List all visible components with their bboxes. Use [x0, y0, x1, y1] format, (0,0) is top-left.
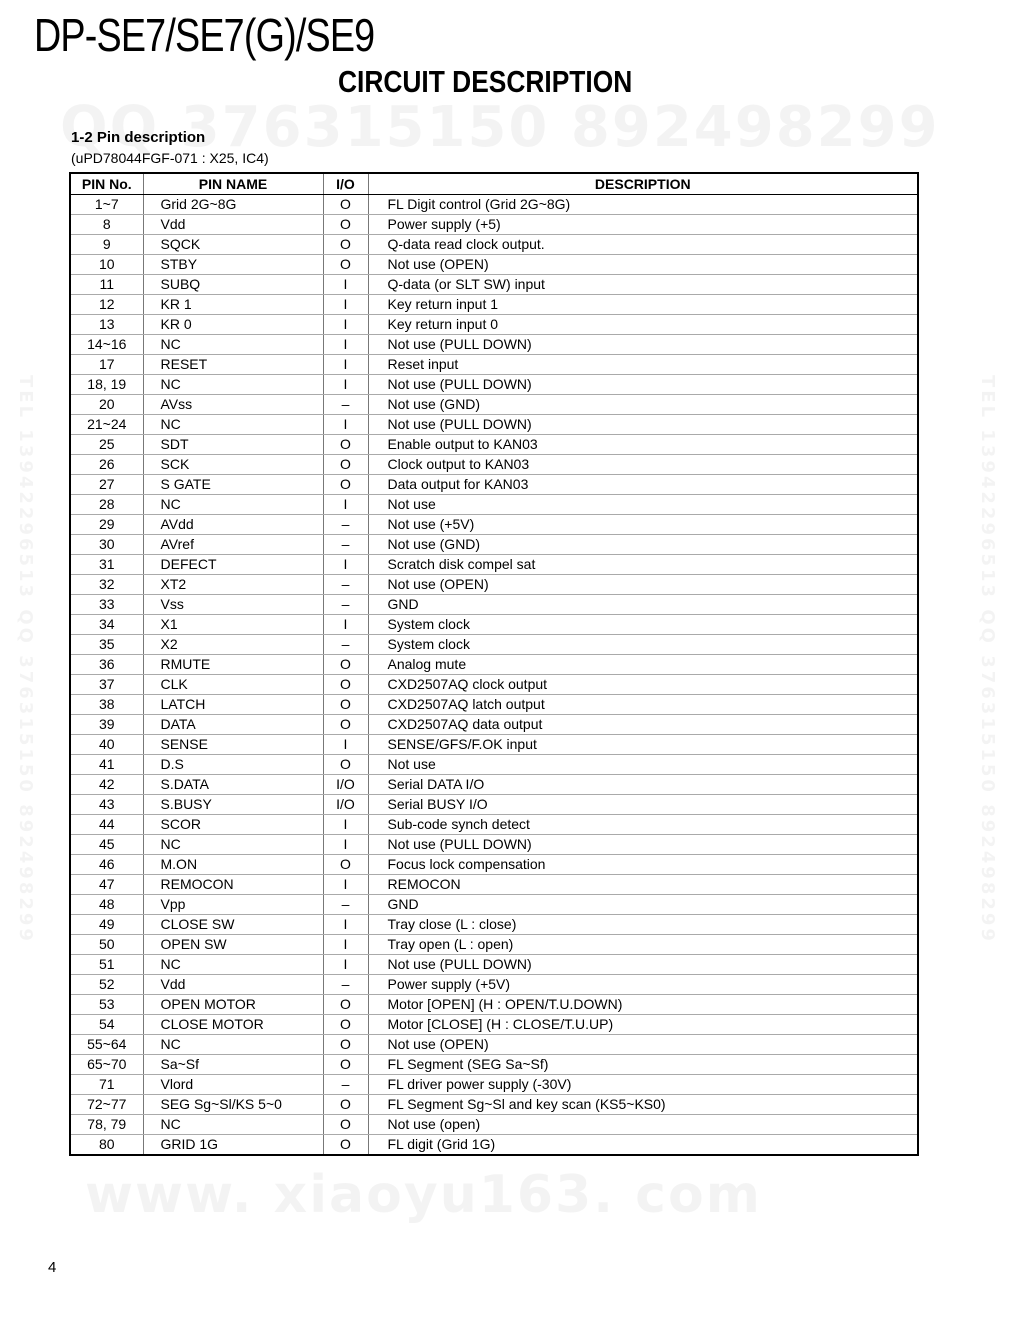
- pin-name-cell: AVref: [143, 535, 323, 555]
- pin-description-cell: CXD2507AQ data output: [368, 715, 918, 735]
- table-row: [70, 295, 918, 315]
- pin-io-cell: O: [323, 755, 368, 775]
- table-row: [70, 615, 918, 635]
- pin-description-cell: Motor [CLOSE] (H : CLOSE/T.U.UP): [368, 1015, 918, 1035]
- pin-name-cell: X1: [143, 615, 323, 635]
- watermark-right: [977, 375, 998, 944]
- table-row: [70, 855, 918, 875]
- pin-number-cell: 38: [70, 695, 143, 715]
- pin-name-cell: AVss: [143, 395, 323, 415]
- table-row: [70, 915, 918, 935]
- pin-io-cell: O: [323, 675, 368, 695]
- table-row: [70, 1115, 918, 1135]
- pin-io-cell: I/O: [323, 775, 368, 795]
- pin-name-cell: Vdd: [143, 215, 323, 235]
- pin-number-cell: 14~16: [70, 335, 143, 355]
- pin-name-cell: Grid 2G~8G: [143, 195, 323, 215]
- pin-number-cell: 48: [70, 895, 143, 915]
- table-row: [70, 955, 918, 975]
- pin-io-cell: I: [323, 935, 368, 955]
- pin-name-cell: X2: [143, 635, 323, 655]
- pin-io-cell: O: [323, 695, 368, 715]
- pin-io-cell: I: [323, 735, 368, 755]
- pin-name-cell: Vpp: [143, 895, 323, 915]
- page-number: 4: [48, 1259, 57, 1276]
- pin-number-cell: 8: [70, 215, 143, 235]
- pin-name-cell: NC: [143, 835, 323, 855]
- pin-description-cell: Q-data read clock output.: [368, 235, 918, 255]
- table-row: [70, 395, 918, 415]
- pin-number-cell: 12: [70, 295, 143, 315]
- table-row: [70, 375, 918, 395]
- table-row: [70, 875, 918, 895]
- pin-name-cell: NC: [143, 1115, 323, 1135]
- header-pin-no: PIN No.: [70, 173, 143, 195]
- pin-name-cell: S.DATA: [143, 775, 323, 795]
- pin-io-cell: O: [323, 1095, 368, 1115]
- pin-description-cell: Power supply (+5): [368, 215, 918, 235]
- pin-number-cell: 46: [70, 855, 143, 875]
- pin-description-cell: Scratch disk compel sat: [368, 555, 918, 575]
- pin-description-cell: Clock output to KAN03: [368, 455, 918, 475]
- table-row: [70, 1135, 918, 1156]
- pin-description-cell: Not use (open): [368, 1115, 918, 1135]
- pin-io-cell: O: [323, 195, 368, 215]
- table-row: [70, 975, 918, 995]
- pin-name-cell: SCOR: [143, 815, 323, 835]
- pin-io-cell: I: [323, 615, 368, 635]
- table-row: [70, 755, 918, 775]
- table-row: [70, 635, 918, 655]
- pin-name-cell: DEFECT: [143, 555, 323, 575]
- pin-name-cell: STBY: [143, 255, 323, 275]
- pin-name-cell: SEG Sg~Sl/KS 5~0: [143, 1095, 323, 1115]
- pin-description-table: [69, 172, 919, 1156]
- pin-description-cell: System clock: [368, 635, 918, 655]
- watermark-bottom: [85, 1165, 762, 1225]
- pin-io-cell: O: [323, 235, 368, 255]
- pin-description-cell: Q-data (or SLT SW) input: [368, 275, 918, 295]
- pin-io-cell: O: [323, 1015, 368, 1035]
- pin-io-cell: I: [323, 815, 368, 835]
- pin-description-cell: Key return input 1: [368, 295, 918, 315]
- table-row: [70, 715, 918, 735]
- pin-io-cell: O: [323, 255, 368, 275]
- pin-number-cell: 36: [70, 655, 143, 675]
- pin-number-cell: 26: [70, 455, 143, 475]
- table-body: [70, 195, 918, 1156]
- pin-io-cell: –: [323, 535, 368, 555]
- pin-description-cell: Not use (PULL DOWN): [368, 415, 918, 435]
- pin-name-cell: REMOCON: [143, 875, 323, 895]
- pin-io-cell: –: [323, 515, 368, 535]
- pin-name-cell: Vss: [143, 595, 323, 615]
- pin-number-cell: 55~64: [70, 1035, 143, 1055]
- pin-name-cell: SUBQ: [143, 275, 323, 295]
- pin-io-cell: O: [323, 715, 368, 735]
- pin-io-cell: –: [323, 895, 368, 915]
- pin-number-cell: 20: [70, 395, 143, 415]
- pin-io-cell: O: [323, 215, 368, 235]
- table-row: [70, 195, 918, 215]
- table-row: [70, 995, 918, 1015]
- pin-description-cell: Tray open (L : open): [368, 935, 918, 955]
- pin-number-cell: 27: [70, 475, 143, 495]
- pin-io-cell: O: [323, 655, 368, 675]
- pin-description-cell: Serial BUSY I/O: [368, 795, 918, 815]
- pin-number-cell: 44: [70, 815, 143, 835]
- table-row: [70, 675, 918, 695]
- pin-number-cell: 43: [70, 795, 143, 815]
- pin-io-cell: I: [323, 835, 368, 855]
- pin-description-cell: Not use (PULL DOWN): [368, 955, 918, 975]
- pin-description-cell: Not use (OPEN): [368, 255, 918, 275]
- page-title: CIRCUIT DESCRIPTION: [338, 64, 633, 99]
- pin-number-cell: 9: [70, 235, 143, 255]
- pin-number-cell: 65~70: [70, 1055, 143, 1075]
- pin-number-cell: 80: [70, 1135, 143, 1156]
- table-row: [70, 595, 918, 615]
- table-row: [70, 775, 918, 795]
- table-row: [70, 235, 918, 255]
- pin-number-cell: 30: [70, 535, 143, 555]
- pin-io-cell: I: [323, 555, 368, 575]
- pin-name-cell: Sa~Sf: [143, 1055, 323, 1075]
- pin-io-cell: O: [323, 995, 368, 1015]
- table-row: [70, 935, 918, 955]
- pin-io-cell: I: [323, 495, 368, 515]
- pin-name-cell: NC: [143, 335, 323, 355]
- pin-name-cell: CLK: [143, 675, 323, 695]
- pin-description-cell: Focus lock compensation: [368, 855, 918, 875]
- header-description: DESCRIPTION: [368, 173, 918, 195]
- table-row: [70, 655, 918, 675]
- pin-description-cell: FL Segment (SEG Sa~Sf): [368, 1055, 918, 1075]
- pin-name-cell: S GATE: [143, 475, 323, 495]
- pin-description-cell: GND: [368, 895, 918, 915]
- pin-description-cell: Not use (OPEN): [368, 575, 918, 595]
- table-row: [70, 895, 918, 915]
- pin-number-cell: 35: [70, 635, 143, 655]
- pin-name-cell: SENSE: [143, 735, 323, 755]
- table-row: [70, 735, 918, 755]
- table-row: [70, 535, 918, 555]
- pin-description-cell: Serial DATA I/O: [368, 775, 918, 795]
- pin-number-cell: 71: [70, 1075, 143, 1095]
- pin-io-cell: I: [323, 295, 368, 315]
- table-row: [70, 355, 918, 375]
- pin-description-cell: Analog mute: [368, 655, 918, 675]
- pin-description-cell: System clock: [368, 615, 918, 635]
- section-subtitle: (uPD78044FGF-071 : X25, IC4): [71, 150, 269, 166]
- pin-number-cell: 42: [70, 775, 143, 795]
- table-row: [70, 515, 918, 535]
- pin-number-cell: 34: [70, 615, 143, 635]
- pin-description-cell: Not use (GND): [368, 535, 918, 555]
- pin-description-cell: Not use (GND): [368, 395, 918, 415]
- model-title: DP-SE7/SE7(G)/SE9: [34, 9, 375, 61]
- table-row: [70, 575, 918, 595]
- pin-number-cell: 53: [70, 995, 143, 1015]
- table-row: [70, 455, 918, 475]
- table-row: [70, 415, 918, 435]
- pin-name-cell: NC: [143, 955, 323, 975]
- pin-number-cell: 49: [70, 915, 143, 935]
- pin-description-cell: Not use: [368, 755, 918, 775]
- pin-number-cell: 47: [70, 875, 143, 895]
- pin-number-cell: 13: [70, 315, 143, 335]
- pin-io-cell: –: [323, 595, 368, 615]
- pin-io-cell: –: [323, 635, 368, 655]
- pin-number-cell: 18, 19: [70, 375, 143, 395]
- pin-number-cell: 10: [70, 255, 143, 275]
- pin-name-cell: SCK: [143, 455, 323, 475]
- pin-name-cell: Vlord: [143, 1075, 323, 1095]
- pin-name-cell: RMUTE: [143, 655, 323, 675]
- pin-number-cell: 21~24: [70, 415, 143, 435]
- pin-number-cell: 33: [70, 595, 143, 615]
- table-row: [70, 335, 918, 355]
- pin-number-cell: 54: [70, 1015, 143, 1035]
- pin-io-cell: –: [323, 575, 368, 595]
- pin-description-cell: Not use (PULL DOWN): [368, 335, 918, 355]
- table-row: [70, 835, 918, 855]
- table-row: [70, 275, 918, 295]
- pin-name-cell: CLOSE SW: [143, 915, 323, 935]
- table-row: [70, 795, 918, 815]
- pin-description-cell: Data output for KAN03: [368, 475, 918, 495]
- pin-description-cell: Not use (PULL DOWN): [368, 375, 918, 395]
- table-row: [70, 1055, 918, 1075]
- pin-io-cell: O: [323, 855, 368, 875]
- pin-description-cell: Reset input: [368, 355, 918, 375]
- pin-name-cell: M.ON: [143, 855, 323, 875]
- pin-number-cell: 31: [70, 555, 143, 575]
- pin-name-cell: AVdd: [143, 515, 323, 535]
- pin-io-cell: O: [323, 455, 368, 475]
- pin-io-cell: O: [323, 1055, 368, 1075]
- pin-name-cell: SDT: [143, 435, 323, 455]
- pin-description-cell: GND: [368, 595, 918, 615]
- pin-description-cell: Key return input 0: [368, 315, 918, 335]
- pin-description-cell: Sub-code synch detect: [368, 815, 918, 835]
- pin-number-cell: 37: [70, 675, 143, 695]
- pin-name-cell: NC: [143, 495, 323, 515]
- table-row: [70, 1095, 918, 1115]
- table-row: [70, 695, 918, 715]
- pin-number-cell: 45: [70, 835, 143, 855]
- pin-number-cell: 32: [70, 575, 143, 595]
- pin-io-cell: I: [323, 355, 368, 375]
- pin-number-cell: 39: [70, 715, 143, 735]
- pin-name-cell: Vdd: [143, 975, 323, 995]
- pin-name-cell: OPEN MOTOR: [143, 995, 323, 1015]
- pin-name-cell: CLOSE MOTOR: [143, 1015, 323, 1035]
- table-row: [70, 315, 918, 335]
- pin-description-cell: Not use (+5V): [368, 515, 918, 535]
- pin-number-cell: 11: [70, 275, 143, 295]
- watermark-left: [15, 375, 36, 944]
- pin-io-cell: O: [323, 475, 368, 495]
- pin-description-cell: SENSE/GFS/F.OK input: [368, 735, 918, 755]
- section-title: 1-2 Pin description: [71, 129, 206, 146]
- pin-description-cell: Tray close (L : close): [368, 915, 918, 935]
- pin-io-cell: –: [323, 1075, 368, 1095]
- pin-io-cell: I: [323, 275, 368, 295]
- pin-number-cell: 29: [70, 515, 143, 535]
- pin-description-cell: Motor [OPEN] (H : OPEN/T.U.DOWN): [368, 995, 918, 1015]
- pin-name-cell: S.BUSY: [143, 795, 323, 815]
- pin-number-cell: 28: [70, 495, 143, 515]
- table-header-row: [70, 173, 918, 195]
- pin-io-cell: –: [323, 395, 368, 415]
- table-row: [70, 1035, 918, 1055]
- pin-description-cell: Not use (PULL DOWN): [368, 835, 918, 855]
- pin-description-cell: Not use (OPEN): [368, 1035, 918, 1055]
- table-row: [70, 435, 918, 455]
- pin-number-cell: 78, 79: [70, 1115, 143, 1135]
- pin-io-cell: –: [323, 975, 368, 995]
- pin-name-cell: LATCH: [143, 695, 323, 715]
- table-row: [70, 475, 918, 495]
- pin-io-cell: O: [323, 1115, 368, 1135]
- pin-description-cell: FL digit (Grid 1G): [368, 1135, 918, 1156]
- table-row: [70, 215, 918, 235]
- pin-description-cell: Not use: [368, 495, 918, 515]
- pin-description-cell: FL driver power supply (-30V): [368, 1075, 918, 1095]
- pin-description-cell: Enable output to KAN03: [368, 435, 918, 455]
- pin-name-cell: NC: [143, 415, 323, 435]
- pin-description-cell: Power supply (+5V): [368, 975, 918, 995]
- pin-number-cell: 1~7: [70, 195, 143, 215]
- pin-number-cell: 51: [70, 955, 143, 975]
- table-row: [70, 815, 918, 835]
- pin-description-cell: FL Digit control (Grid 2G~8G): [368, 195, 918, 215]
- pin-number-cell: 52: [70, 975, 143, 995]
- pin-description-cell: FL Segment Sg~Sl and key scan (KS5~KS0): [368, 1095, 918, 1115]
- pin-io-cell: I/O: [323, 795, 368, 815]
- pin-io-cell: I: [323, 415, 368, 435]
- pin-number-cell: 72~77: [70, 1095, 143, 1115]
- pin-name-cell: D.S: [143, 755, 323, 775]
- pin-io-cell: O: [323, 1135, 368, 1156]
- pin-io-cell: I: [323, 335, 368, 355]
- pin-name-cell: GRID 1G: [143, 1135, 323, 1156]
- pin-description-cell: CXD2507AQ latch output: [368, 695, 918, 715]
- pin-name-cell: OPEN SW: [143, 935, 323, 955]
- pin-name-cell: XT2: [143, 575, 323, 595]
- pin-io-cell: I: [323, 315, 368, 335]
- pin-number-cell: 50: [70, 935, 143, 955]
- pin-io-cell: I: [323, 955, 368, 975]
- pin-name-cell: SQCK: [143, 235, 323, 255]
- pin-name-cell: NC: [143, 375, 323, 395]
- pin-name-cell: KR 1: [143, 295, 323, 315]
- pin-number-cell: 41: [70, 755, 143, 775]
- table-row: [70, 255, 918, 275]
- pin-io-cell: I: [323, 875, 368, 895]
- table-row: [70, 555, 918, 575]
- header-io: I/O: [323, 173, 368, 195]
- header-pin-name: PIN NAME: [143, 173, 323, 195]
- pin-number-cell: 25: [70, 435, 143, 455]
- pin-io-cell: O: [323, 435, 368, 455]
- pin-name-cell: KR 0: [143, 315, 323, 335]
- pin-io-cell: I: [323, 915, 368, 935]
- pin-description-cell: CXD2507AQ clock output: [368, 675, 918, 695]
- pin-number-cell: 17: [70, 355, 143, 375]
- pin-io-cell: I: [323, 375, 368, 395]
- pin-number-cell: 40: [70, 735, 143, 755]
- pin-name-cell: NC: [143, 1035, 323, 1055]
- pin-description-cell: REMOCON: [368, 875, 918, 895]
- table-row: [70, 1075, 918, 1095]
- table-row: [70, 495, 918, 515]
- pin-name-cell: DATA: [143, 715, 323, 735]
- table-row: [70, 1015, 918, 1035]
- pin-name-cell: RESET: [143, 355, 323, 375]
- pin-io-cell: O: [323, 1035, 368, 1055]
